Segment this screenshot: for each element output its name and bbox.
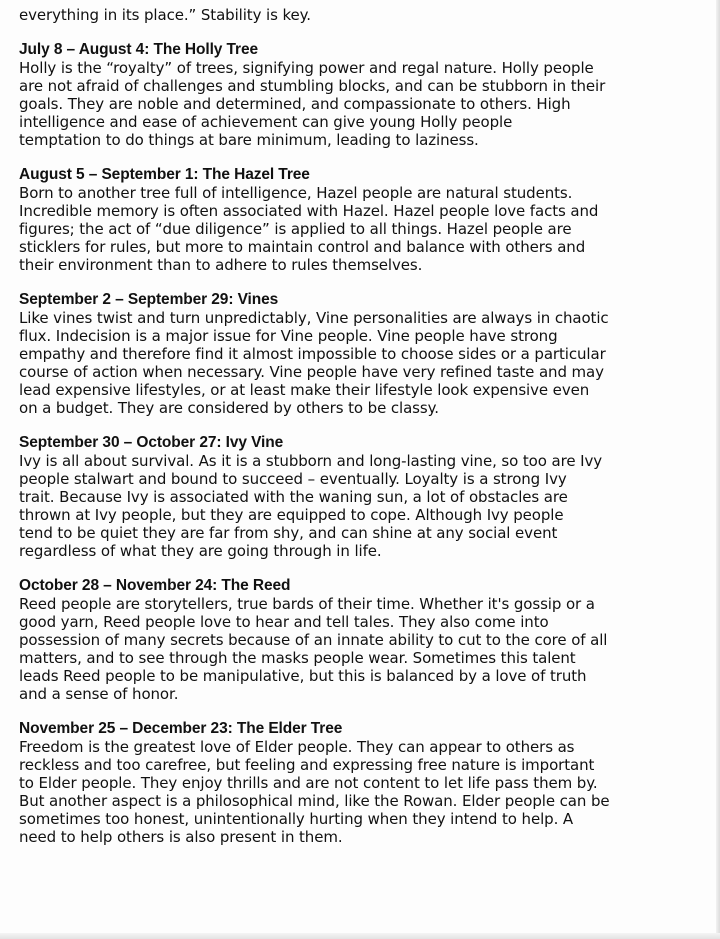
body-line: Incredible memory is often associated with Hazel. Hazel people love facts and — [19, 202, 599, 220]
section-ivy-vine — [19, 434, 717, 560]
page-bottom-shadow — [0, 933, 720, 939]
body-line: Reed people are storytellers, true bards of their time. Whether it's gossip or a — [19, 595, 595, 613]
intro-text: everything in its place.” Stability is key. — [19, 6, 311, 24]
body-line: Ivy is all about survival. As it is a stubborn and long-lasting vine, so too are Ivy — [19, 452, 602, 470]
section-heading: July 8 – August 4: The Holly Tree — [19, 41, 259, 58]
section-reed — [19, 577, 717, 703]
section-heading: November 25 – December 23: The Elder Tree — [19, 720, 343, 737]
body-line: good yarn, Reed people love to hear and tell tales. They also come into — [19, 613, 549, 631]
body-line: flux. Indecision is a major issue for Vine people. Vine people have strong — [19, 327, 558, 345]
body-line: But another aspect is a philosophical mind, like the Rowan. Elder people can be — [19, 792, 610, 810]
page-edge-shadow — [716, 0, 720, 939]
body-line: leads Reed people to be manipulative, but this is balanced by a love of truth — [19, 667, 587, 685]
body-line: matters, and to see through the masks people wear. Sometimes this talent — [19, 649, 576, 667]
section-heading: October 28 – November 24: The Reed — [19, 577, 291, 594]
section-holly-tree — [19, 41, 717, 149]
section-heading: September 30 – October 27: Ivy Vine — [19, 434, 284, 451]
section-elder-tree — [19, 720, 717, 846]
body-line: regardless of what they are going through in life. — [19, 542, 382, 560]
body-line: to Elder people. They enjoy thrills and are not content to let life pass them by. — [19, 774, 598, 792]
body-line: trait. Because Ivy is associated with the waning sun, a lot of obstacles are — [19, 488, 568, 506]
body-line: temptation to do things at bare minimum, leading to laziness. — [19, 131, 479, 149]
body-line: Born to another tree full of intelligence, Hazel people are natural students. — [19, 184, 573, 202]
document-body — [19, 0, 717, 846]
body-line: Holly is the “royalty” of trees, signifying power and regal nature. Holly people — [19, 59, 594, 77]
body-line: figures; the act of “due diligence” is applied to all things. Hazel people are — [19, 220, 572, 238]
body-line: sometimes too honest, unintentionally hurting when they intend to help. A — [19, 810, 574, 828]
body-line: thrown at Ivy people, but they are equipped to cope. Although Ivy people — [19, 506, 564, 524]
section-hazel-tree — [19, 166, 717, 274]
body-line: Freedom is the greatest love of Elder people. They can appear to others as — [19, 738, 575, 756]
body-line: people stalwart and bound to succeed – eventually. Loyalty is a strong Ivy — [19, 470, 567, 488]
body-line: lead expensive lifestyles, or at least make their lifestyle look expensive even — [19, 381, 590, 399]
body-line: reckless and too carefree, but feeling and expressing free nature is important — [19, 756, 595, 774]
body-line: need to help others is also present in them. — [19, 828, 343, 846]
section-heading: August 5 – September 1: The Hazel Tree — [19, 166, 310, 183]
body-line: sticklers for rules, but more to maintain control and balance with others and — [19, 238, 586, 256]
body-line: on a budget. They are considered by others to be classy. — [19, 399, 439, 417]
body-line: intelligence and ease of achievement can give young Holly people — [19, 113, 513, 131]
body-line: and a sense of honor. — [19, 685, 179, 703]
body-line: their environment than to adhere to rules themselves. — [19, 256, 423, 274]
body-line: are not afraid of challenges and stumbling blocks, and can be stubborn in their — [19, 77, 606, 95]
body-line: Like vines twist and turn unpredictably, Vine personalities are always in chaotic — [19, 309, 609, 327]
section-vines — [19, 291, 717, 417]
body-line: tend to be quiet they are far from shy, and can shine at any social event — [19, 524, 558, 542]
body-line: empathy and therefore find it almost impossible to choose sides or a particular — [19, 345, 606, 363]
body-line: goals. They are noble and determined, and compassionate to others. High — [19, 95, 571, 113]
section-heading: September 2 – September 29: Vines — [19, 291, 279, 308]
body-line: course of action when necessary. Vine people have very refined taste and may — [19, 363, 604, 381]
body-line: possession of many secrets because of an innate ability to cut to the core of all — [19, 631, 608, 649]
